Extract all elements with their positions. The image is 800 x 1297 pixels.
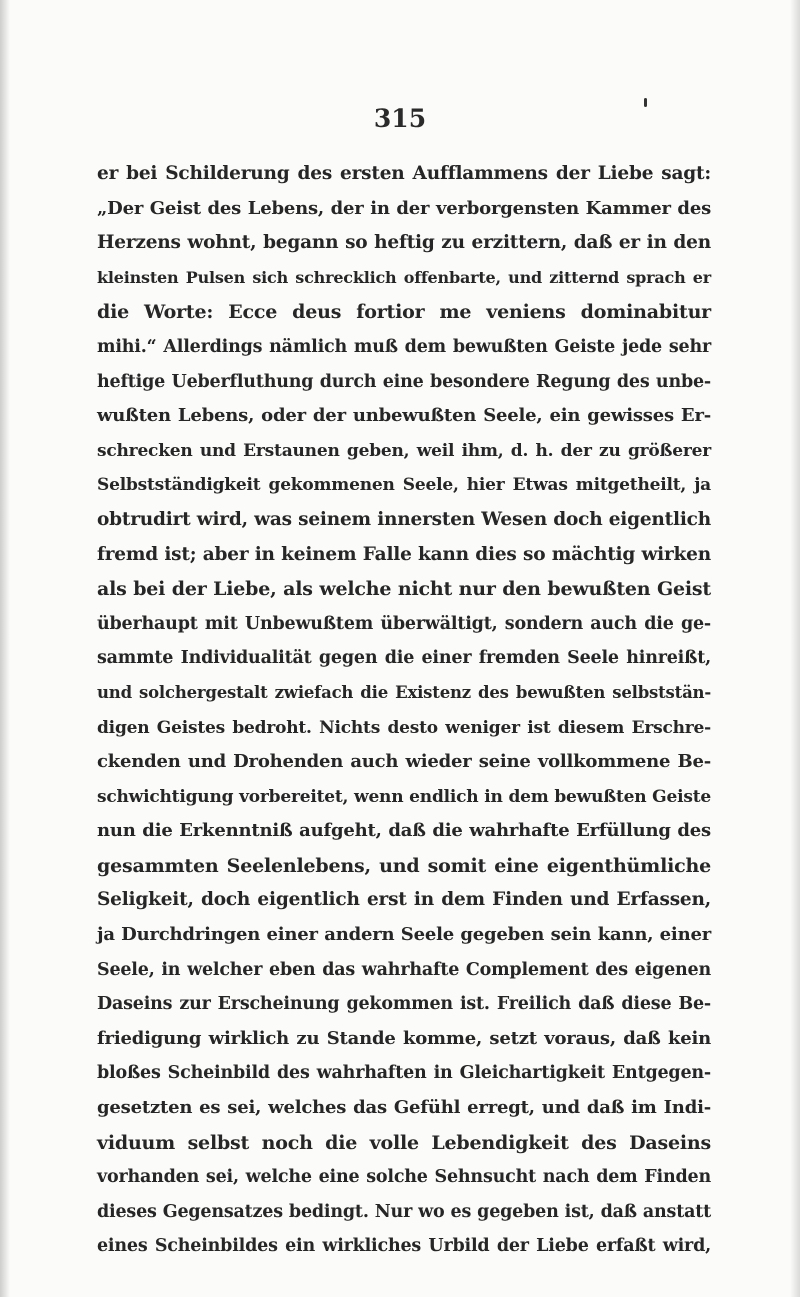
- text-line: eines Scheinbildes ein wirkliches Urbild der Liebe erfaßt wird,: [97, 1236, 711, 1257]
- text-line: dieses Gegensatzes bedingt. Nur wo es gegeben ist, daß anstatt: [97, 1201, 711, 1222]
- text-line: mihi.“ Allerdings nämlich muß dem bewußten Geiste jede sehr: [97, 336, 711, 357]
- left-page-edge: [0, 0, 10, 1297]
- text-line: fremd ist; aber in keinem Falle kann dies so mächtig wirken: [97, 543, 711, 565]
- page-number: 315: [373, 104, 427, 133]
- text-line: Herzens wohnt, begann so heftig zu erzittern, daß er in den: [97, 232, 711, 254]
- text-line: sammte Individualität gegen die einer fremden Seele hinreißt,: [97, 648, 711, 669]
- text-line: er bei Schilderung des ersten Aufflammens der Liebe sagt:: [97, 163, 711, 184]
- text-line: friedigung wirklich zu Stande komme, setzt voraus, daß kein: [97, 1027, 711, 1049]
- text-line: „Der Geist des Lebens, der in der verborgensten Kammer des: [97, 197, 711, 219]
- text-line: und solchergestalt zwiefach die Existenz des bewußten selbststän-: [97, 682, 711, 702]
- text-line: gesetzten es sei, welches das Gefühl erregt, und daß im Indi-: [97, 1097, 711, 1119]
- text-line: Seligkeit, doch eigentlich erst in dem Finden und Erfassen,: [97, 889, 711, 911]
- text-line: Daseins zur Erscheinung gekommen ist. Freilich daß diese Be-: [97, 994, 711, 1015]
- text-line: schrecken und Erstaunen geben, weil ihm, d. h. der zu größerer: [97, 440, 711, 461]
- text-line: viduum selbst noch die volle Lebendigkeit des Daseins: [97, 1131, 711, 1154]
- text-line: digen Geistes bedroht. Nichts desto weniger ist diesem Erschre-: [97, 717, 711, 738]
- text-line: ckenden und Drohenden auch wieder seine vollkommene Be-: [97, 751, 711, 773]
- text-line: überhaupt mit Unbewußtem überwältigt, sondern auch die ge-: [97, 613, 711, 634]
- text-line: Seele, in welcher eben das wahrhafte Complement des eigenen: [97, 959, 711, 980]
- text-line: ja Durchdringen einer andern Seele gegeben sein kann, einer: [97, 924, 711, 946]
- text-line: gesammten Seelenlebens, und somit eine eigenthümliche: [97, 854, 711, 877]
- text-line: nun die Erkenntniß aufgeht, daß die wahrhafte Erfüllung des: [97, 820, 711, 842]
- text-line: vorhanden sei, welche eine solche Sehnsucht nach dem Finden: [97, 1167, 711, 1188]
- text-line: die Worte: Ecce deus fortior me veniens dominabitur: [97, 301, 711, 324]
- text-line: schwichtigung vorbereitet, wenn endlich in dem bewußten Geiste: [97, 786, 711, 807]
- text-line: obtrudirt wird, was seinem innersten Wesen doch eigentlich: [97, 508, 711, 530]
- text-line: bloßes Scheinbild des wahrhaften in Gleichartigkeit Entgegen-: [97, 1063, 711, 1084]
- text-line: kleinsten Pulsen sich schrecklich offenbarte, und zitternd sprach er: [97, 267, 711, 287]
- text-line: als bei der Liebe, als welche nicht nur den bewußten Geist: [97, 578, 711, 601]
- text-line: wußten Lebens, oder der unbewußten Seele, ein gewisses Er-: [97, 405, 711, 427]
- text-line: Selbstständigkeit gekommenen Seele, hier Etwas mitgetheilt, ja: [97, 475, 711, 496]
- right-page-edge: [790, 0, 800, 1297]
- body-text: [97, 157, 711, 1264]
- text-line: heftige Ueberfluthung durch eine besondere Regung des unbe-: [97, 371, 711, 392]
